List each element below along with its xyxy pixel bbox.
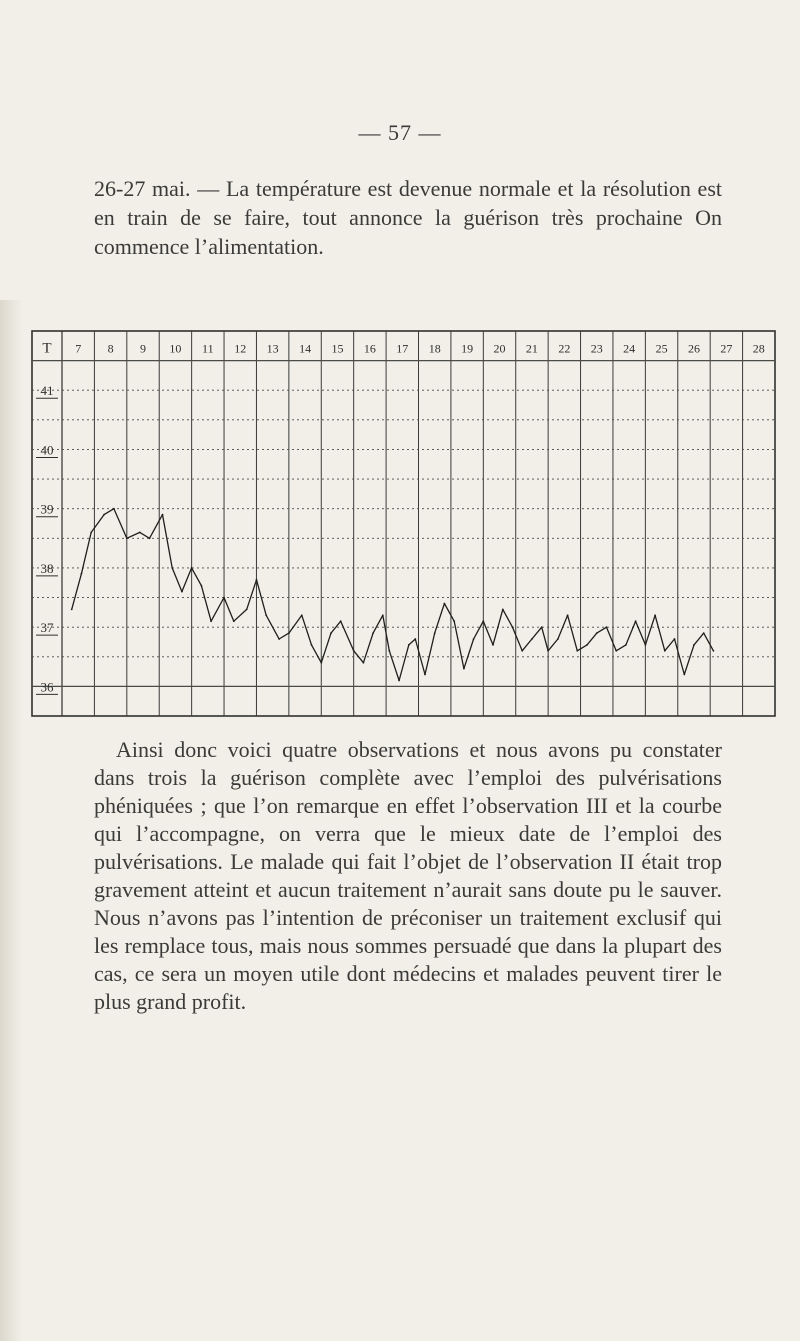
- temperature-point: [531, 638, 533, 640]
- chart-x-tick-label: 9: [140, 341, 147, 356]
- chart-x-tick-label: 27: [720, 341, 733, 356]
- chart-x-tick-label: 26: [687, 341, 700, 356]
- page-edge-shadow: [0, 300, 22, 1341]
- temperature-point: [372, 632, 374, 634]
- temperature-point: [654, 614, 656, 616]
- chart-y-tick-label: 38: [40, 560, 54, 576]
- temperature-point: [340, 620, 342, 622]
- temperature-point: [625, 644, 627, 646]
- temperature-point: [664, 650, 666, 652]
- temperature-point: [482, 620, 484, 622]
- temperature-point: [330, 632, 332, 634]
- temperature-point: [233, 620, 235, 622]
- chart-y-tick-label: 40: [40, 442, 54, 458]
- temperature-point: [201, 585, 203, 587]
- temperature-point: [674, 638, 676, 640]
- chart-x-tick-label: 16: [363, 341, 376, 356]
- temperature-point: [320, 662, 322, 664]
- paragraph-bottom: Ainsi donc voici quatre observations et nous avons pu constater dans trois la guérison complète avec l’emploi des pulvérisations phéniquées ; que l’on remarque en effet l’observation III et la courbe qui l’accompagne, on verra que le mieux date de l’emploi des pulvérisations. Le malade qui fait l’objet de l’observation II était trop gravement atteint et aucun traitement n’aurait sans doute pu le sauver. Nous n’avons pas l’intention de préconiser un traitement exclusif qui les remplace tous, mais nous sommes persuadé que dans la plupart des cas, ce sera un moyen utile dont médecins et malades peuvent tirer le plus grand profit.: [94, 737, 722, 1014]
- chart-y-tick-label: 41: [40, 383, 54, 399]
- chart-y-tick-label: 36: [40, 679, 54, 695]
- temperature-point: [463, 668, 465, 670]
- temperature-point: [502, 609, 504, 611]
- temperature-point: [223, 597, 225, 599]
- chart-frame: [32, 331, 775, 716]
- chart-x-tick-label: 10: [169, 341, 182, 356]
- chart-x-tick-label: 18: [428, 341, 441, 356]
- temperature-point: [576, 650, 578, 652]
- temperature-point: [645, 644, 647, 646]
- temperature-point: [81, 573, 83, 575]
- chart-x-tick-label: 23: [590, 341, 603, 356]
- chart-x-tick-label: 12: [234, 341, 247, 356]
- chart-y-tick-label: 37: [40, 620, 54, 636]
- temperature-point: [210, 620, 212, 622]
- temperature-point: [301, 614, 303, 616]
- temperature-point: [90, 532, 92, 534]
- temperature-point: [113, 508, 115, 510]
- temperature-point: [586, 644, 588, 646]
- temperature-point: [278, 638, 280, 640]
- temperature-point: [541, 626, 543, 628]
- temperature-point: [71, 609, 73, 611]
- temperature-point: [596, 632, 598, 634]
- temperature-point: [615, 650, 617, 652]
- temperature-point: [162, 514, 164, 516]
- temperature-point: [473, 638, 475, 640]
- temperature-point: [265, 614, 267, 616]
- chart-x-tick-label: 14: [299, 341, 312, 356]
- temperature-point: [521, 650, 523, 652]
- chart-x-tick-label: 21: [525, 341, 538, 356]
- temperature-point: [311, 644, 313, 646]
- temperature-point: [547, 650, 549, 652]
- temperature-point: [256, 579, 258, 581]
- temperature-point: [635, 620, 637, 622]
- chart-x-tick-label: 28: [752, 341, 765, 356]
- temperature-point: [683, 674, 685, 676]
- chart-x-tick-label: 13: [266, 341, 279, 356]
- temperature-point: [424, 674, 426, 676]
- chart-x-tick-label: 11: [202, 341, 214, 356]
- temperature-point: [492, 644, 494, 646]
- chart-x-tick-label: 20: [493, 341, 506, 356]
- temperature-point: [353, 650, 355, 652]
- chart-x-tick-label: 22: [558, 341, 571, 356]
- temperature-point: [139, 532, 141, 534]
- temperature-point: [606, 626, 608, 628]
- temperature-point: [693, 644, 695, 646]
- temperature-point: [171, 567, 173, 569]
- temperature-point: [103, 514, 105, 516]
- paragraph-top: 26-27 mai. — La température est devenue normale et la résolution est en train de se faire, tout annonce la guérison très prochaine On commence l’alimentation.: [94, 176, 722, 259]
- chart-x-tick-label: 25: [655, 341, 668, 356]
- chart-x-tick-label: 24: [623, 341, 636, 356]
- temperature-point: [713, 650, 715, 652]
- temperature-point: [126, 537, 128, 539]
- chart-x-tick-label: 7: [75, 341, 82, 356]
- temperature-point: [408, 644, 410, 646]
- temperature-point: [444, 603, 446, 605]
- page-number: — 57 —: [358, 120, 442, 145]
- temperature-point: [181, 591, 183, 593]
- temperature-point: [567, 614, 569, 616]
- temperature-point: [149, 537, 151, 539]
- temperature-curve: [72, 509, 714, 681]
- temperature-point: [388, 650, 390, 652]
- temperature-point: [512, 626, 514, 628]
- temperature-point: [382, 614, 384, 616]
- temperature-point: [414, 638, 416, 640]
- chart-corner-label: T: [42, 340, 52, 357]
- temperature-point: [288, 632, 290, 634]
- temperature-point: [363, 662, 365, 664]
- chart-x-tick-label: 8: [107, 341, 114, 356]
- temperature-point: [434, 632, 436, 634]
- temperature-point: [398, 680, 400, 682]
- temperature-point: [246, 609, 248, 611]
- chart-y-tick-label: 39: [40, 501, 54, 517]
- chart-x-tick-label: 17: [396, 341, 409, 356]
- temperature-point: [557, 638, 559, 640]
- chart-x-tick-label: 19: [461, 341, 474, 356]
- temperature-point: [453, 620, 455, 622]
- temperature-point: [191, 567, 193, 569]
- chart-x-tick-label: 15: [331, 341, 344, 356]
- temperature-point: [703, 632, 705, 634]
